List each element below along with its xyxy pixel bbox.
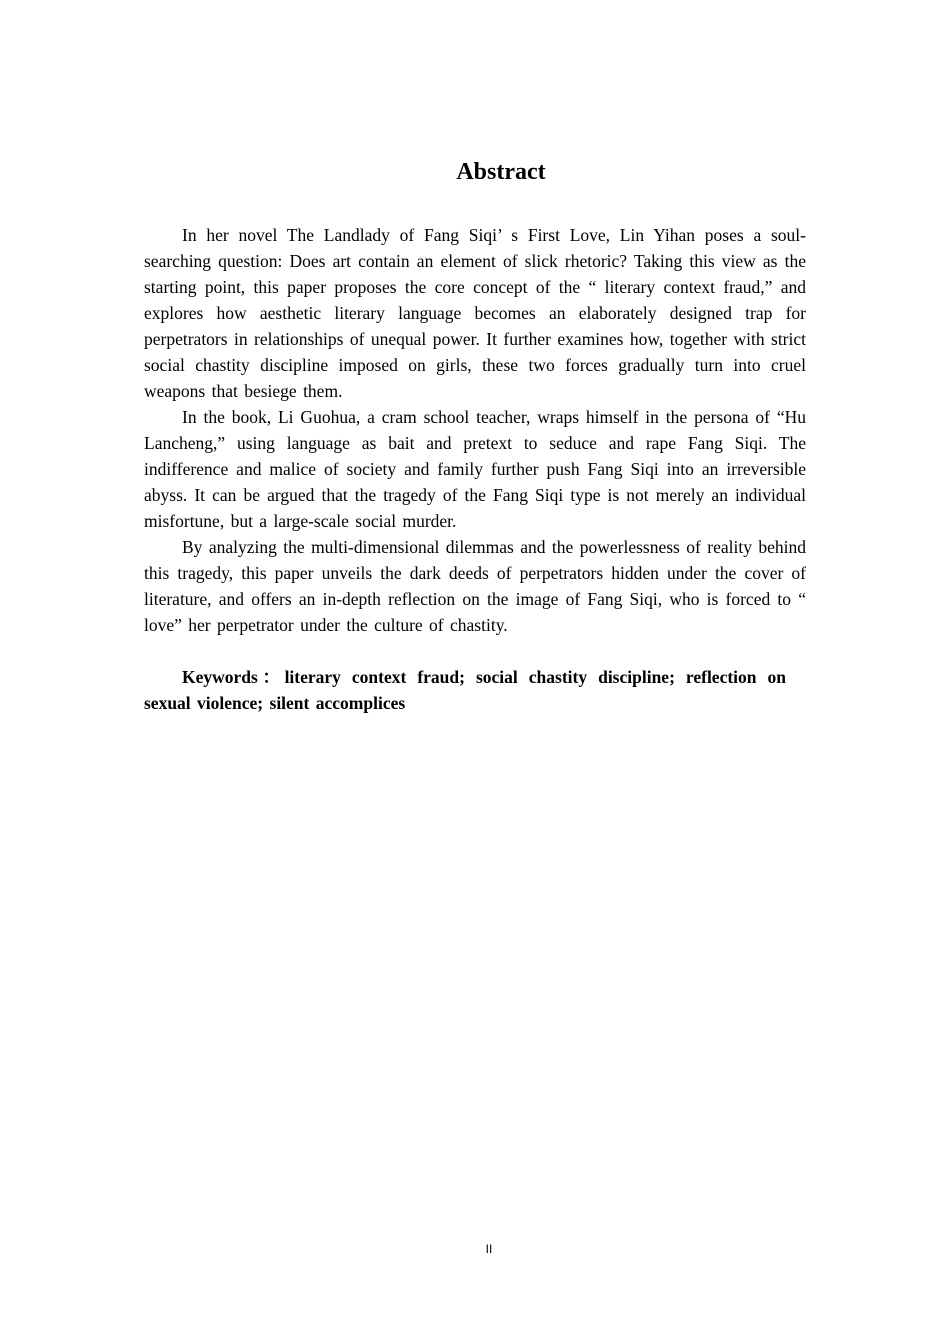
page-number: II: [485, 1242, 493, 1256]
abstract-paragraph-2: In the book, Li Guohua, a cram school teacher, wraps himself in the persona of “Hu Lancheng,” using language as bait and pretext to seduce and rape Fang Siqi. The indifference and malice of society and family further push Fang Siqi into an irreversible abyss. It can be argued that the tragedy of the Fang Siqi type is not merely an individual misfortune, but a large-scale social murder.: [144, 407, 806, 531]
abstract-paragraph-1: In her novel The Landlady of Fang Siqi’ s First Love, Lin Yihan poses a soul-searching question: Does art contain an element of slick rhetoric? Taking this view as the starting point, this paper proposes the core concept of the “ literary context fraud,” and explores how aesthetic literary language becomes an elaborately designed trap for perpetrators in relationships of unequal power. It further examines how, together with strict social chastity discipline imposed on girls, these two forces gradually turn into cruel weapons that besiege them.: [144, 225, 806, 401]
abstract-paragraph-3: By analyzing the multi-dimensional dilemmas and the powerlessness of reality behind this tragedy, this paper unveils the dark deeds of perpetrators hidden under the cover of literature, and offers an in-depth reflection on the image of Fang Siqi, who is forced to “ love” her perpetrator under the culture of chastity.: [144, 537, 806, 635]
abstract-title: Abstract: [456, 159, 546, 185]
abstract-body: [144, 222, 806, 716]
keywords-line: Keywords：literary context fraud; social chastity discipline; reflection on sexual violence; silent accomplices: [144, 667, 786, 713]
